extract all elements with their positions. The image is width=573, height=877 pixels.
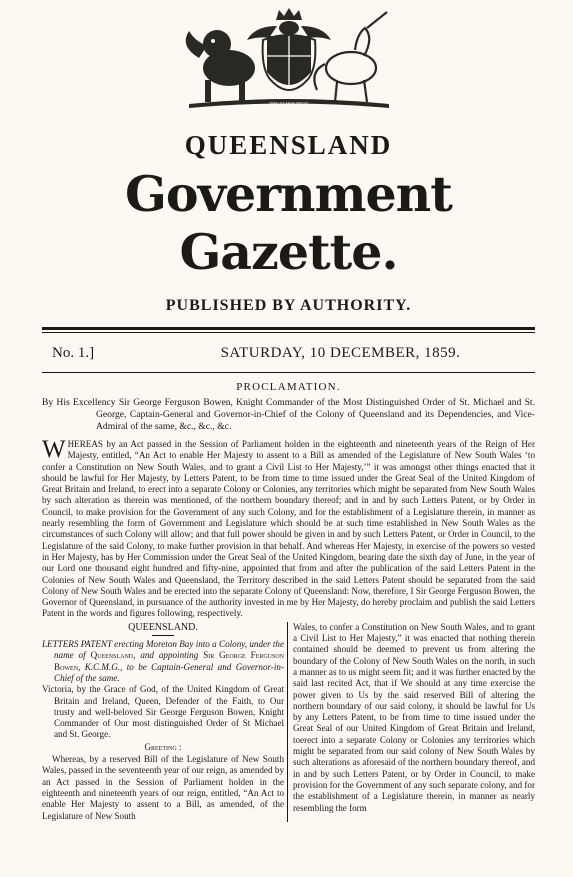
left-column-heading: QUEENSLAND. <box>128 621 198 633</box>
lp-queensland: Queensland <box>90 650 134 661</box>
authority-line: PUBLISHED BY AUTHORITY. <box>165 297 412 314</box>
royal-coat-of-arms <box>159 6 419 114</box>
lp-part-1: LETTERS PATENT erecting Moreton Bay into a Colony, under the name of <box>42 639 285 661</box>
whereas-clause: Whereas, by a reserved Bill of the Legislature of New South Wales, passed in the seventeenth year of our reign, as amended by an Act passed in the Session of Parliament holden in the eighteenth and nineteenth years of our reign, entitled, “An Act to enable Her Majesty to assent to a Bill, as amended, of the Legislature of New South <box>42 754 285 821</box>
masthead-rule <box>42 327 535 330</box>
issue-date: SATURDAY, 10 DECEMBER, 1859. <box>220 345 461 361</box>
proclamation-title: PROCLAMATION. <box>236 381 341 393</box>
gazette-title: QUEENSLAND <box>184 130 393 160</box>
gazette-page <box>0 6 573 877</box>
column-divider <box>287 622 288 822</box>
two-column-section <box>42 622 535 822</box>
heading-dash <box>152 635 174 636</box>
gazette-name: Government Gazette. <box>125 165 452 281</box>
letters-patent-title <box>42 639 284 684</box>
lp-part-2: , and appointing <box>133 650 204 661</box>
victoria-clause: Victoria, by the Grace of God, of the United Kingdom of Great Britain and Ireland, Queen, Defender of the Faith, to Our trusty and well-beloved Sir George Ferguson Bowen, Knight Commander of Our most distinguished Order of St Michael and St. George. <box>42 684 285 740</box>
issue-line <box>42 333 535 372</box>
crest-motto: DIEU ET MON DROIT <box>269 101 308 106</box>
lp-part-3: , K.C.M.G., to be Captain-General and Governor-in-Chief of the same. <box>54 661 285 683</box>
proclamation-body <box>42 436 535 620</box>
lp-governor-name: Sir George Ferguson Bowen <box>54 650 285 672</box>
issue-number: No. 1.] <box>52 345 95 361</box>
issue-rule <box>42 372 535 373</box>
right-column <box>291 622 535 822</box>
greeting: Greeting : <box>144 741 182 752</box>
drop-cap: W <box>42 436 66 463</box>
proclamation-intro: By His Excellency Sir George Ferguson Bowen, Knight Commander of the Most Distinguished Order of St. Michael and St. George, Captain-General and Governor-in-Chief of the Colony of Queensland and its Dependencies, and Vice-Admiral of the same, &c., &c., &c. <box>42 397 535 432</box>
proclamation-body-text: HEREAS by an Act passed in the Session of Parliament holden in the eighteenth and nineteenth years of the Reign of Her Majesty, entitled, “An Act to enable Her Majesty to assent to a Bill as amended of the Legislature of New South Wales ‘to confer a Constitution on New South Wales, and to grant a Civil List to Her Majesty,’” it was amongst other things enacted that it should be lawful for Her Majesty, by Letters Patent, to be from time to time issued under the Great Seal of the United Kingdom of Great Britain and Ireland, to erect into a separate Colony or Colonies, any territories which might be separated from New South Wales by such alteration as therein was mentioned, of the northern boundary thereof; and in and by such Letters Patent, or by Order in Council, to make provision for the Government of any such Colony, and for the establishment of a Legislature therein, in manner as nearly resembling the form of Government and Legislature which should be at such time established in New South Wales as the circumstances of such Colony will allow; and that full power should be given in and by such Letters Patent, or Order in Council, to the Legislature of the said Colony, to make further provision in that behalf. And whereas Her Majesty, in exercise of the powers so vested in Her Majesty, has by Her Commission under the Great Seal of the United Kingdom, bearing date the sixth day of June, in the year of our Lord one thousand eight hundred and fifty-nine, appointed that from and after the publication of the said Letters Patent in the Colonies of New South Wales and Queensland, the Territory described in the said Letters Patent should be separated from the said Colony of New South Wales and be erected into the separate Colony of Queensland: Now, therefore, I Sir George Ferguson Bowen, the Governor of Queensland, in pursuance of the authority invested in me by Her Majesty, do hereby proclaim and publish the said Letters Patent in the words and figures following, respectively. <box>42 439 535 619</box>
left-column <box>42 622 284 822</box>
right-column-text: Wales, to confer a Constitution on New South Wales, and to grant a Civil List to Her Majesty,” it was enacted that nothing therein contained should be deemed to prevent us from altering the boundary of the Colony of New South Wales on the north, in such a manner as to us might seem fit; and it was further enacted by the said last recited Act, that if We should at any time exercise the power given to Us by the said reserved Bill of altering the northern boundary of our said colony, it should be lawful for Us by any Letters Patent, to be from time to time issued under the Great Seal of our United Kingdom of Great Britain and Ireland, toerect into a separate Colony or Colonies any territories which might be separated from our said colony of New South Wales by such alterations as aforesaid of the northern boundary thereof, and in and by such Letters Patent, or by Order in Council, to make provision for the Government of any such separate colony, and for the establishment of a Legislature therein, in manner as nearly resembling the form <box>293 621 536 813</box>
